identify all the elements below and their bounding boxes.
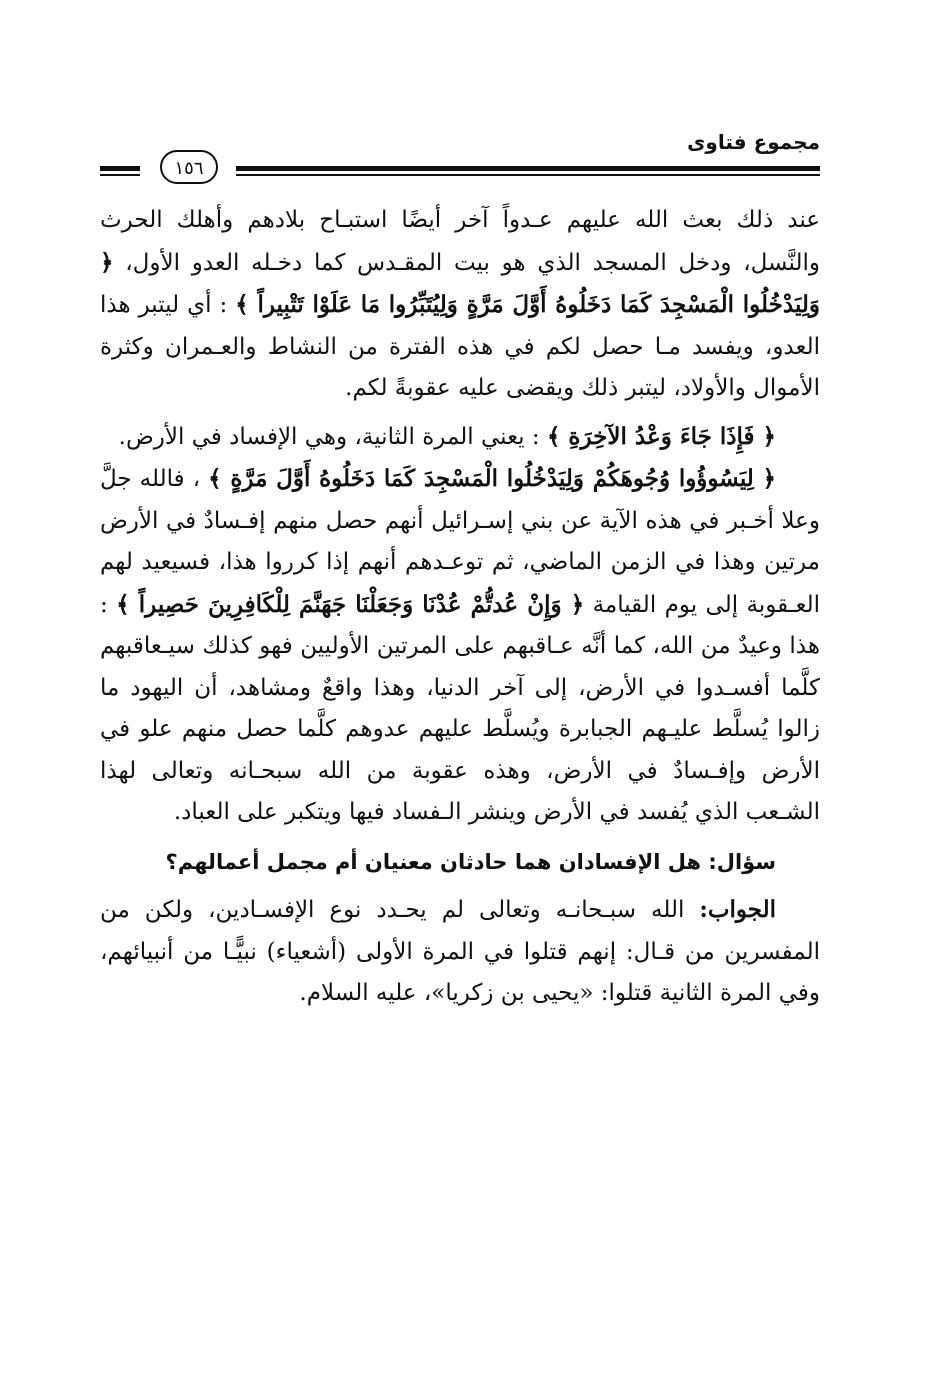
answer-label: الجواب: — [699, 896, 776, 923]
book-title: مجموع فتاوى — [687, 130, 820, 154]
paragraph-text: : هذا وعيدٌ من الله، كما أنَّه عـاقبهم على المرتين الأوليين فهو كذلك سيـعاقبهم كلَّما أفسـدوا في الأرض، إلى آخر الدنيا، وهذا واقعٌ ومشاهد، أن اليهود ما زالوا يُسلَّط عليـهم الجبابرة ويُسلَّط عليهم عدوهم كلَّما حصل منهم علو في الأرض وإفـسادٌ في الأرض، وهذه عقوبة من الله سبحـانه وتعالى لهذا الشـعب الذي يُفسد في الأرض وينشر الـفساد فيها ويتكبر على العباد. — [100, 591, 820, 825]
paragraph-1 — [100, 200, 820, 410]
quran-verse: ﴿ وَلِيَدْخُلُوا الْمَسْجِدَ كَمَا دَخَلُوهُ أَوَّلَ مَرَّةٍ وَلِيُتَبِّرُوا مَا عَلَوْا تَتْبِيراً ﴾ — [100, 248, 820, 318]
quran-verse: ﴿ وَإِنْ عُدتُّمْ عُدْنَا وَجَعَلْنَا جَهَنَّمَ لِلْكَافِرِينَ حَصِيراً ﴾ — [116, 590, 585, 618]
paragraph-text: : يعني المرة الثانية، وهي الإفساد في الأرض. — [118, 423, 547, 450]
answer-paragraph — [100, 889, 820, 1015]
paragraph-2 — [100, 416, 820, 459]
quran-verse: ﴿ فَإِذَا جَاءَ وَعْدُ الآخِرَةِ ﴾ — [546, 422, 776, 450]
page-header — [100, 120, 820, 182]
page-number: ١٥٦ — [160, 150, 218, 184]
paragraph-text: ، فالله جلَّ وعلا أخـبر في هذه الآية عن بني إسـرائيل أنهم حصل منهم إفـسادٌ في الأرض مرتين وهذا في الزمن الماضي، ثم توعـدهم أنهم إذا كرروا هذا، فسيعيد لهم العـقوبة إلى يوم القيامة — [100, 466, 820, 618]
question-heading: سؤال: هل الإفسادان هما حادثان معنيان أم مجمل أعمالهم؟ — [165, 849, 776, 874]
answer-text: الله سبـحانـه وتعالى لم يحـدد نوع الإفسـادين، ولكن من المفسرين من قـال: إنهم قتلوا في المرة الأولى (أشعياء) نبيًّـا من أنبيائهم، وفي المرة الثانية قتلوا: «يحيى بن زكريا»، عليه السلام. — [100, 897, 820, 1006]
paragraph-text: : أي ليتبر هذا العدو، ويفسد مـا حصل لكم في هذه الفترة من النشاط والعـمران وكثرة الأموال والأولاد، ليتبر ذلك ويقضى عليه عقوبةً لكم. — [100, 292, 820, 401]
quran-verse: ﴿ لِيَسُوؤُوا وُجُوهَكُمْ وَلِيَدْخُلُوا الْمَسْجِدَ كَمَا دَخَلُوهُ أَوَّلَ مَرَّةٍ ﴾ — [208, 465, 776, 492]
body-text — [100, 200, 820, 1015]
paragraph-text: عند ذلك بعث الله عليهم عـدواً آخر أيضًا استبـاح بلادهم وأهلك الحرث والنَّسل، ودخل المسجد الذي هو بيت المقـدس كما دخـله العدو الأول، — [100, 207, 820, 276]
paragraph-3 — [100, 458, 820, 834]
